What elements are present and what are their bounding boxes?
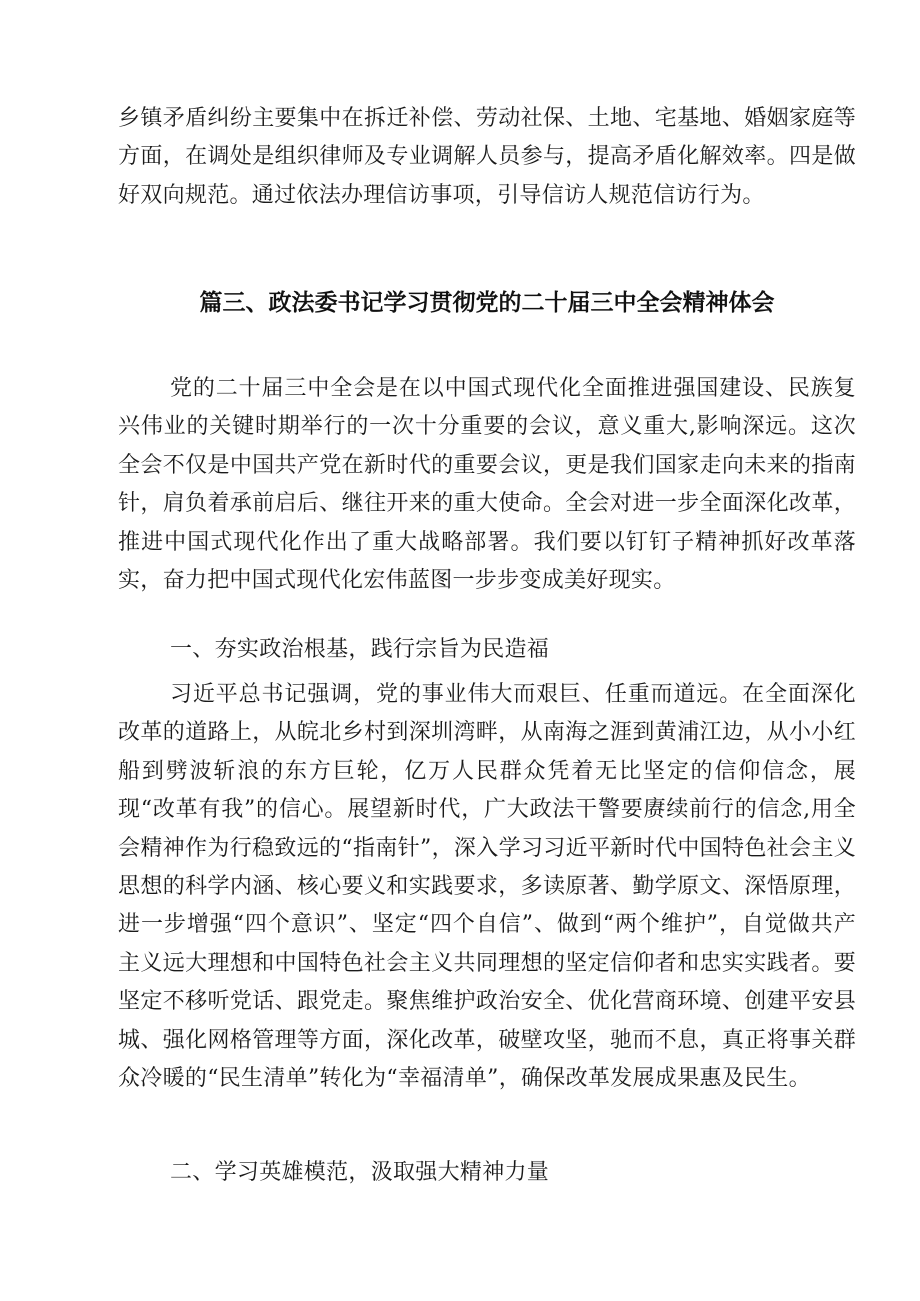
intro-paragraph: 党的二十届三中全会是在以中国式现代化全面推进强国建设、民族复兴伟业的关键时期举行的一次十分重要的会议，意义重大,影响深远。这次全会不仅是中国共产党在新时代的重要会议，更是我们国家走向未来的指南针，肩负着承前启后、继往开来的重大使命。全会对进一步全面深化改革，推进中国式现代化作出了重大战略部署。我们要以钉钉子精神抓好改革落实，奋力把中国式现代化宏伟蓝图一步步变成美好现实。 [118, 376, 856, 594]
subheading-2: 二、学习英雄模范，汲取强大精神力量 [170, 1160, 550, 1185]
carry-over-paragraph: 乡镇矛盾纠纷主要集中在拆迁补偿、劳动社保、土地、宅基地、婚姻家庭等方面，在调处是组织律师及专业调解人员参与，提高矛盾化解效率。四是做好双向规范。通过依法办理信访事项，引导信访人规范信访行为。 [118, 106, 856, 208]
body-paragraph-1: 习近平总书记强调，党的事业伟大而艰巨、任重而道远。在全面深化改革的道路上，从皖北乡村到深圳湾畔，从南海之涯到黄浦江边，从小小红船到劈波斩浪的东方巨轮，亿万人民群众凭着无比坚定的信仰信念，展现“改革有我”的信心。展望新时代，广大政法干警要赓续前行的信念,用全会精神作为行稳致远的“指南针”，深入学习习近平新时代中国特色社会主义思想的科学内涵、核心要义和实践要求，多读原著、勤学原文、深悟原理，进一步增强“四个意识”、坚定“四个自信”、做到“两个维护”，自觉做共产主义远大理想和中国特色社会主义共同理想的坚定信仰者和忠实实践者。要坚定不移听党话、跟党走。聚焦维护政治安全、优化营商环境、创建平安县城、强化网格管理等方面，深化改革，破壁攻坚，驰而不息，真正将事关群众冷暖的“民生清单”转化为“幸福清单”，确保改革发展成果惠及民生。 [118, 682, 856, 1092]
subheading-1: 一、夯实政治根基，践行宗旨为民造福 [170, 637, 550, 662]
section-title: 篇三、政法委书记学习贯彻党的二十届三中全会精神体会 [199, 290, 775, 316]
